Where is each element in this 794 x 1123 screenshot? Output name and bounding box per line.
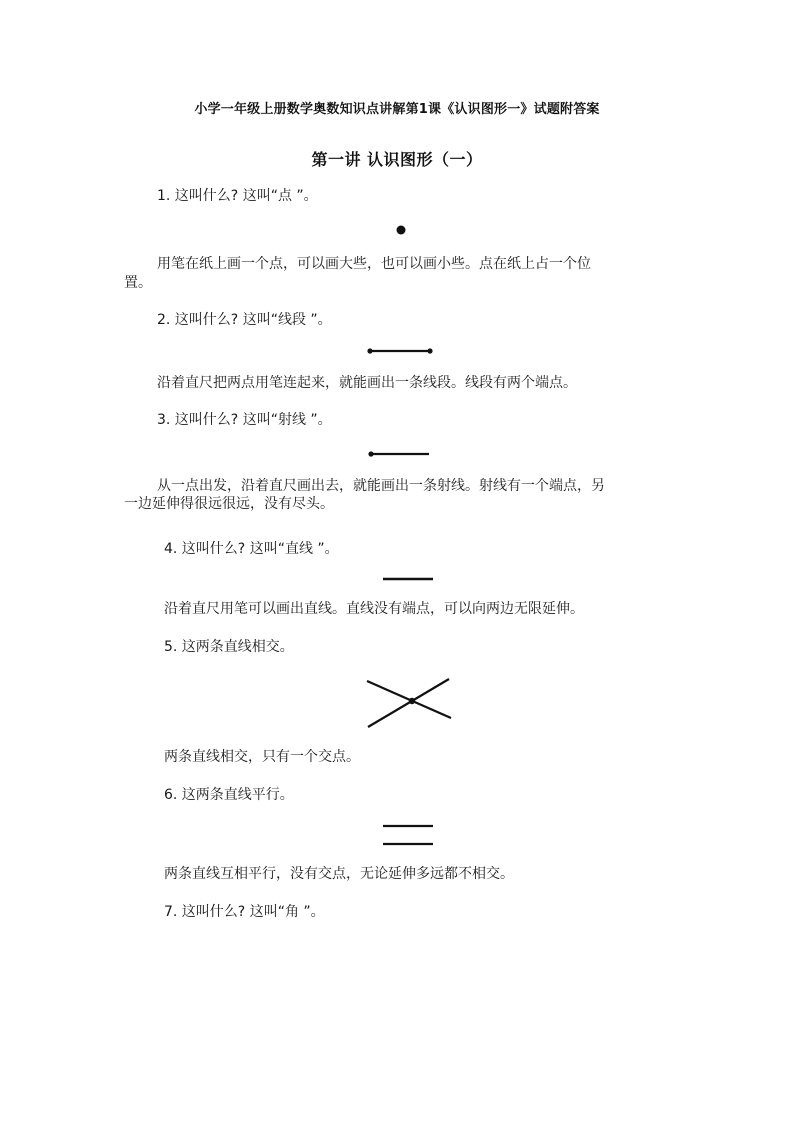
ray-figure: [365, 447, 435, 461]
explanation-1-line2: 置。: [124, 275, 152, 291]
intersecting-lines-figure: [360, 672, 460, 734]
lecture-title: 第一讲 认识图形（一）: [311, 150, 483, 169]
question-6: 6. 这两条直线平行。: [164, 787, 294, 803]
question-4: 4. 这叫什么? 这叫“直线 ”。: [164, 541, 339, 557]
line-segment-figure: [365, 344, 435, 358]
explanation-1-line1: 用笔在纸上画一个点，可以画大些，也可以画小些。点在纸上占一个位: [157, 256, 591, 272]
point-figure: [393, 222, 409, 238]
explanation-4: 沿着直尺用笔可以画出直线。直线没有端点，可以向两边无限延伸。: [164, 601, 584, 617]
question-5: 5. 这两条直线相交。: [164, 639, 294, 655]
question-1: 1. 这叫什么? 这叫“点 ”。: [157, 188, 318, 204]
explanation-3-line1: 从一点出发，沿着直尺画出去，就能画出一条射线。射线有一个端点，另: [157, 478, 605, 494]
intersection-point: [409, 698, 415, 704]
straight-line-figure: [381, 573, 435, 585]
explanation-3-line2: 一边延伸得很远很远，没有尽头。: [124, 496, 334, 512]
explanation-2: 沿着直尺把两点用笔连起来，就能画出一条线段。线段有两个端点。: [157, 375, 577, 391]
question-7: 7. 这叫什么? 这叫“角 ”。: [164, 904, 325, 920]
explanation-6: 两条直线互相平行，没有交点，无论延伸多远都不相交。: [164, 866, 514, 882]
question-3: 3. 这叫什么? 这叫“射线 ”。: [157, 412, 332, 428]
question-2: 2. 这叫什么? 这叫“线段 ”。: [157, 312, 332, 328]
explanation-5: 两条直线相交，只有一个交点。: [164, 749, 360, 765]
document-title: 小学一年级上册数学奥数知识点讲解第1课《认识图形一》试题附答案: [194, 102, 600, 117]
parallel-lines-figure: [381, 820, 435, 850]
